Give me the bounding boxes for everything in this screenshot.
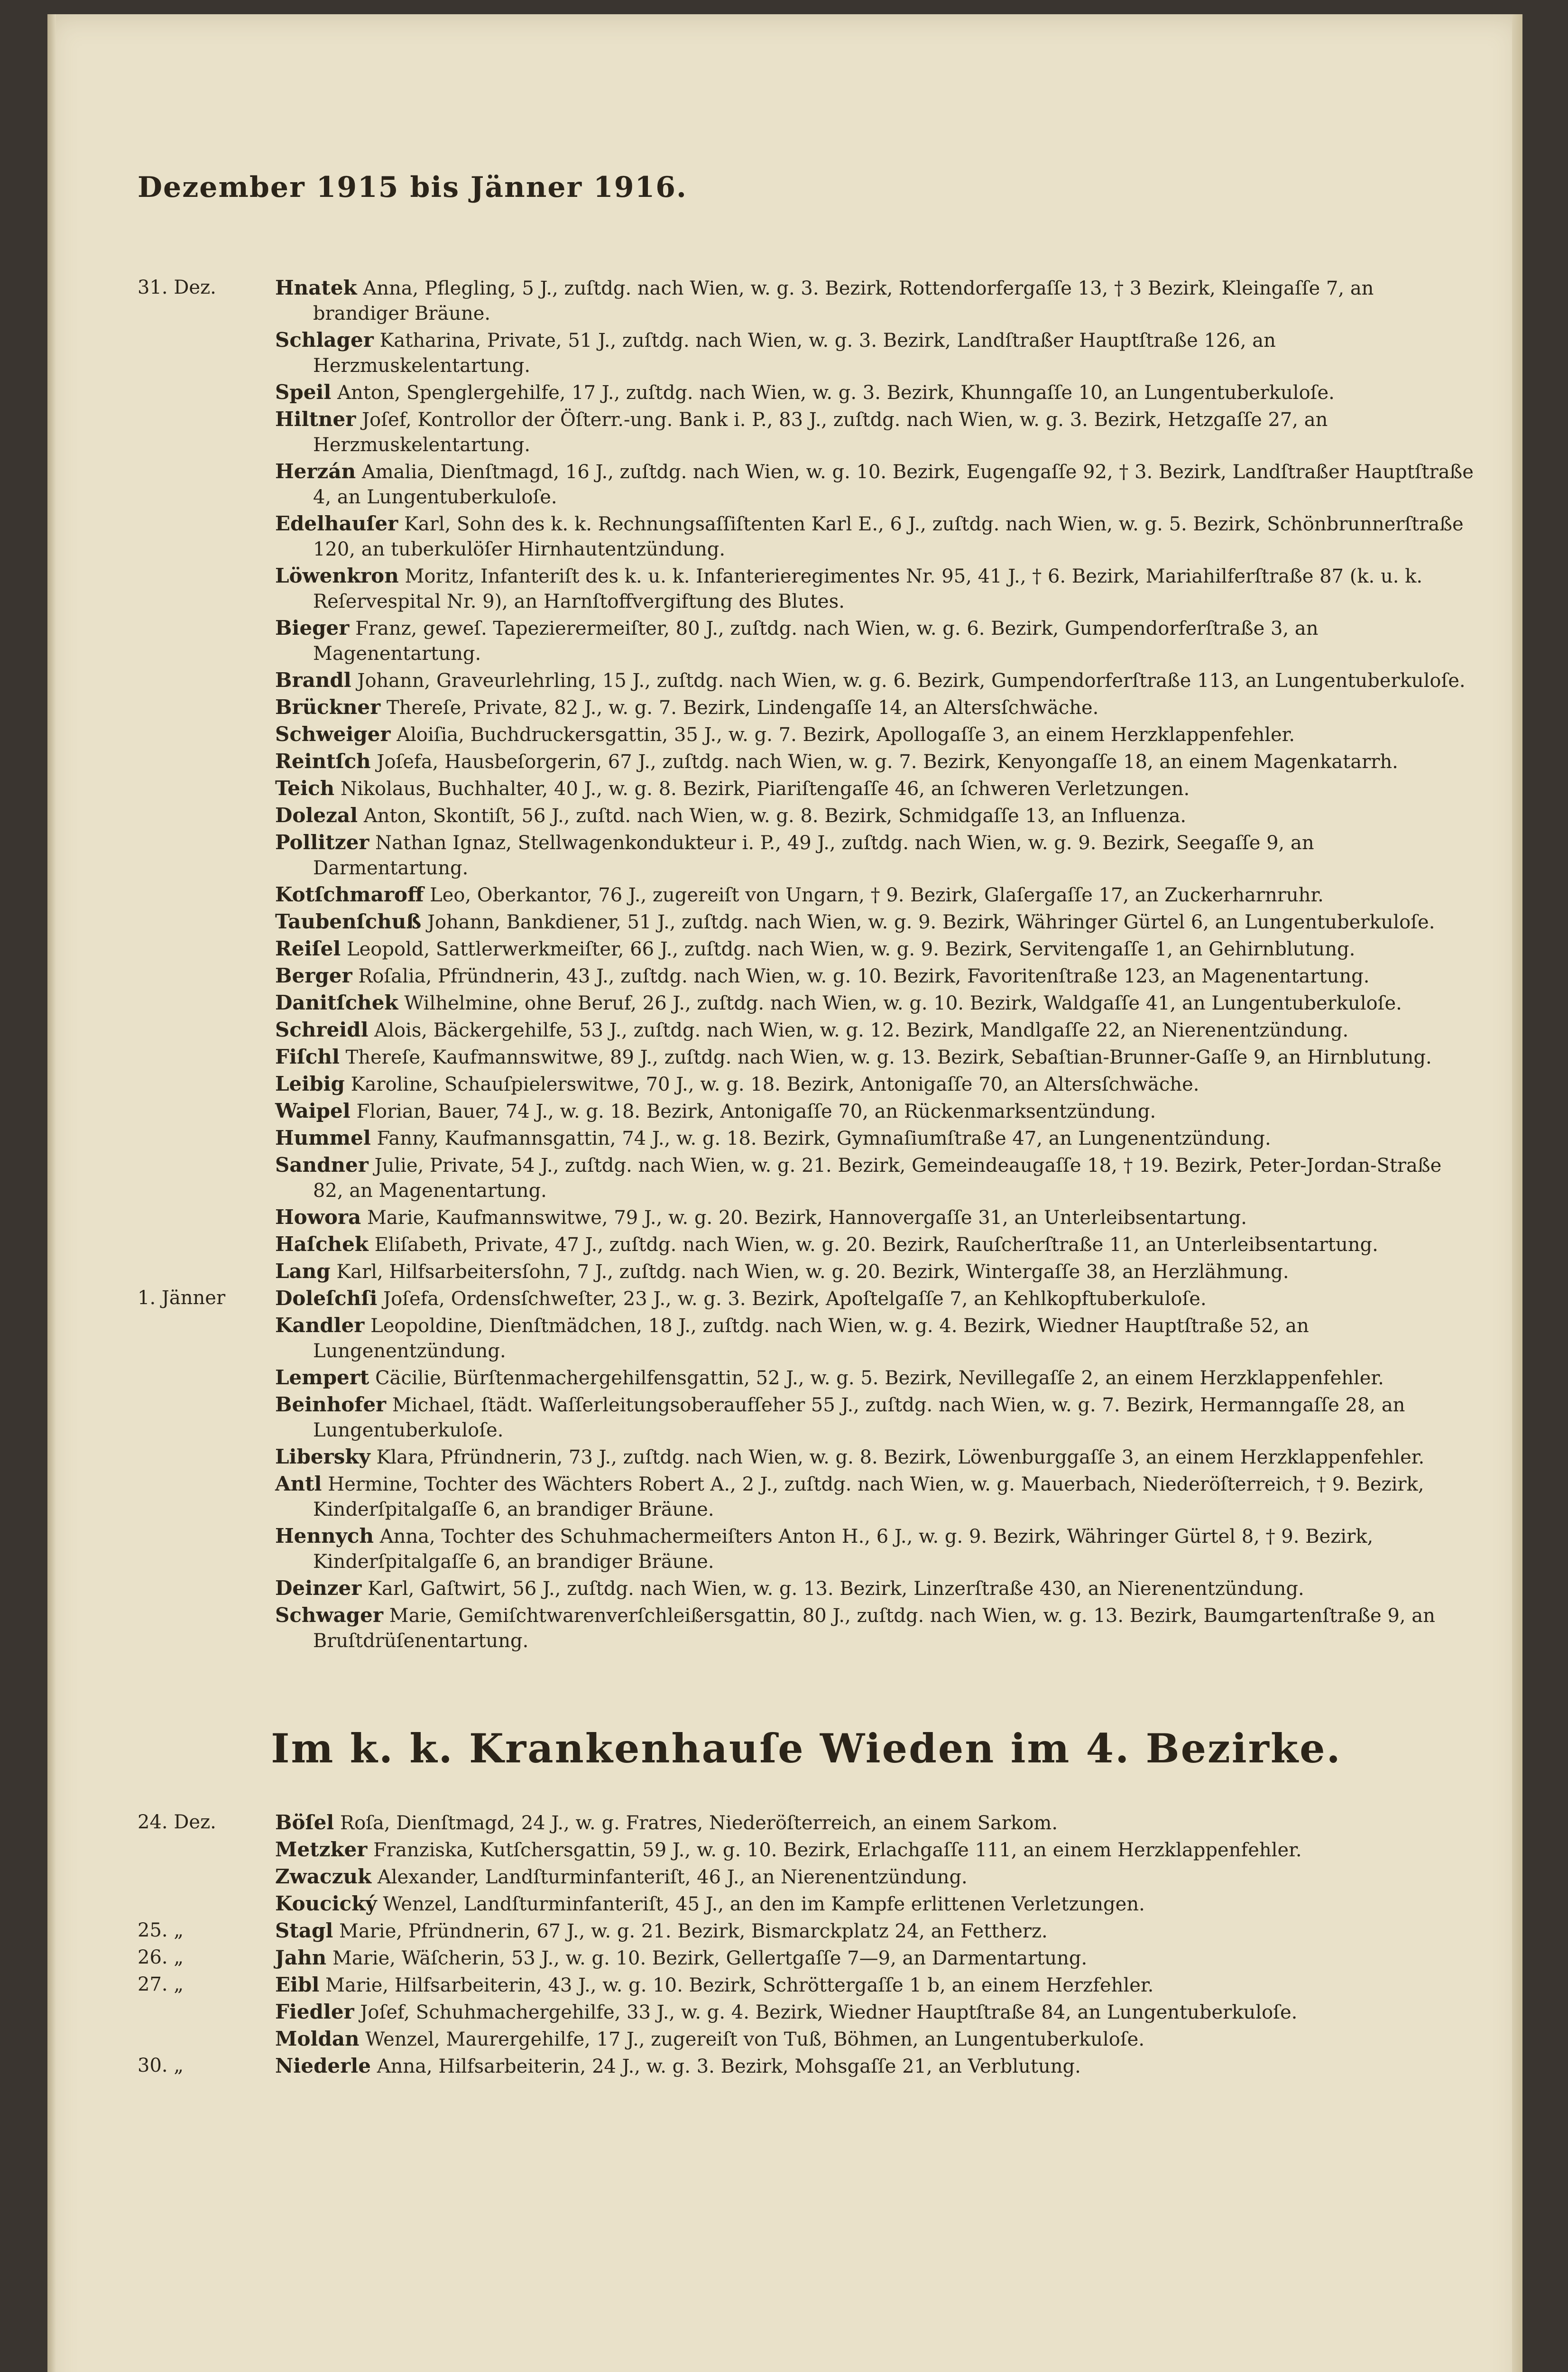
register-entry xyxy=(138,1392,1475,1443)
entry-text xyxy=(275,830,1475,881)
entry-text xyxy=(275,459,1475,510)
entry-text xyxy=(275,2026,1475,2052)
entry-surname: Antl xyxy=(275,1472,322,1495)
entry-date: 25. „ xyxy=(138,1919,184,1941)
entry-details: Joſefa, Hausbeſorgerin, 67 J., zuſtdg. nach Wien, w. g. 7. Bezirk, Kenyongaſſe 18, an einem Magenkatarrh. xyxy=(377,751,1398,773)
entry-text xyxy=(275,1017,1475,1043)
entry-details: Wenzel, Landſturminfanteriſt, 45 J., an den im Kampfe erlittenen Verletzungen. xyxy=(383,1893,1145,1915)
register-entry xyxy=(138,2026,1475,2052)
entry-details: Marie, Wäſcherin, 53 J., w. g. 10. Bezirk, Gellertgaſſe 7—9, an Darmentartung. xyxy=(332,1947,1088,1969)
entry-text xyxy=(275,1444,1475,1470)
entry-text xyxy=(275,882,1475,908)
entry-surname: Howora xyxy=(275,1205,361,1229)
register-entry xyxy=(138,909,1475,935)
entry-date: 30. „ xyxy=(138,2055,184,2076)
register-entry xyxy=(138,563,1475,614)
entry-text xyxy=(275,667,1475,694)
entry-details: Franz, geweſ. Tapezierermeiſter, 80 J., zuſtdg. nach Wien, w. g. 6. Bezirk, Gumpendorferſtraße 3, an Magenentartung. xyxy=(313,618,1319,665)
entry-text xyxy=(275,615,1475,667)
entry-details: Leopoldine, Dienſtmädchen, 18 J., zuſtdg. nach Wien, w. g. 4. Bezirk, Wiedner Hauptſtraße 52, an Lungenentzündung. xyxy=(313,1315,1309,1362)
entry-surname: Berger xyxy=(275,964,352,987)
entry-details: Anton, Skontiſt, 56 J., zuſtd. nach Wien, w. g. 8. Bezirk, Schmidgaſſe 13, an Influenza. xyxy=(363,805,1187,827)
register-entry xyxy=(138,1945,1475,1971)
entry-text xyxy=(275,1392,1475,1443)
entry-surname: Herzán xyxy=(275,460,356,483)
section-heading: Im k. k. Krankenhauſe Wieden im 4. Bezirke. xyxy=(271,1725,1342,1772)
entry-text xyxy=(275,909,1475,935)
register-entry xyxy=(138,803,1475,829)
register-entry xyxy=(138,695,1475,721)
entry-surname: Moldan xyxy=(275,2027,360,2050)
entry-surname: Waipel xyxy=(275,1099,350,1122)
entry-surname: Hnatek xyxy=(275,276,357,299)
entry-details: Michael, ſtädt. Waſſerleitungsoberaufſeher 55 J., zuſtdg. nach Wien, w. g. 7. Bezirk, Hermanngaſſe 28, an Lungentuberkuloſe. xyxy=(313,1394,1405,1441)
entry-surname: Hennych xyxy=(275,1524,374,1547)
entry-details: Alexander, Landſturminfanteriſt, 46 J., an Nierenentzündung. xyxy=(377,1866,968,1888)
entry-text xyxy=(275,776,1475,802)
register-entry xyxy=(138,882,1475,908)
entry-text xyxy=(275,1918,1475,1944)
entry-details: Roſalia, Pfründnerin, 43 J., zuſtdg. nach Wien, w. g. 10. Bezirk, Favoritenſtraße 123, an Magenentartung. xyxy=(358,965,1370,987)
entry-surname: Löwenkron xyxy=(275,564,399,587)
entry-surname: Edelhauſer xyxy=(275,512,398,535)
entry-text xyxy=(275,936,1475,962)
register-entry xyxy=(138,511,1475,562)
entry-date: 26. „ xyxy=(138,1946,184,1968)
entry-date: 24. Dez. xyxy=(138,1811,216,1833)
entry-text xyxy=(275,990,1475,1016)
entry-details: Moritz, Infanteriſt des k. u. k. Infanterieregimentes Nr. 95, 41 J., † 6. Bezirk, Mariahilferſtraße 87 (k. u. k. Reſervespital Nr. 9), an Harnſtoffvergiftung des Blutes. xyxy=(313,565,1423,612)
entry-text xyxy=(275,1837,1475,1863)
entry-surname: Niederle xyxy=(275,2054,371,2077)
entry-text xyxy=(275,407,1475,458)
entry-surname: Sandner xyxy=(275,1153,369,1177)
death-register-list xyxy=(138,275,1475,1654)
entry-surname: Brandl xyxy=(275,668,351,692)
entry-text xyxy=(275,1523,1475,1575)
entry-details: Julie, Private, 54 J., zuſtdg. nach Wien, w. g. 21. Bezirk, Gemeindeaugaſſe 18, † 19. Bezirk, Peter-Jordan-Straße 82, an Magenentartung. xyxy=(313,1155,1442,1202)
entry-details: Florian, Bauer, 74 J., w. g. 18. Bezirk, Antonigaſſe 70, an Rückenmarksentzündung. xyxy=(356,1101,1156,1122)
entry-text xyxy=(275,749,1475,775)
entry-text xyxy=(275,1044,1475,1070)
register-entry xyxy=(138,1071,1475,1097)
entry-details: Anna, Hilfsarbeiterin, 24 J., w. g. 3. Bezirk, Mohsgaſſe 21, an Verblutung. xyxy=(377,2056,1081,2077)
entry-surname: Koucický xyxy=(275,1892,377,1915)
entry-text xyxy=(275,1891,1475,1917)
page-heading: Dezember 1915 bis Jänner 1916. xyxy=(138,171,687,204)
entry-surname: Deinzer xyxy=(275,1576,362,1600)
register-entry xyxy=(138,615,1475,667)
entry-date: 27. „ xyxy=(138,1974,184,1995)
entry-text xyxy=(275,327,1475,379)
page-edge-left xyxy=(47,14,56,2372)
entry-surname: Reiſel xyxy=(275,937,341,960)
entry-surname: Bieger xyxy=(275,616,350,639)
entry-details: Marie, Kaufmannswitwe, 79 J., w. g. 20. Bezirk, Hannovergaſſe 31, an Unterleibsentartung. xyxy=(367,1207,1247,1229)
entry-surname: Taubenſchuß xyxy=(275,910,422,933)
register-entry xyxy=(138,1999,1475,2025)
entry-details: Joſef, Schuhmachergehilfe, 33 J., w. g. 4. Bezirk, Wiedner Hauptſtraße 84, an Lungentuberkuloſe. xyxy=(360,2001,1298,2023)
register-entry xyxy=(138,2053,1475,2079)
register-entry xyxy=(138,275,1475,326)
entry-details: Nikolaus, Buchhalter, 40 J., w. g. 8. Bezirk, Piariſtengaſſe 46, an ſchweren Verletzungen. xyxy=(340,778,1190,800)
entry-surname: Libersky xyxy=(275,1445,370,1468)
entry-details: Anton, Spenglergehilfe, 17 J., zuſtdg. nach Wien, w. g. 3. Bezirk, Khunngaſſe 10, an Lungentuberkuloſe. xyxy=(337,382,1335,404)
entry-details: Aloiſia, Buchdruckersgattin, 35 J., w. g. 7. Bezirk, Apollogaſſe 3, an einem Herzklappenfehler. xyxy=(397,724,1295,746)
entry-details: Eliſabeth, Private, 47 J., zuſtdg. nach Wien, w. g. 20. Bezirk, Rauſcherſtraße 11, an Unterleibsentartung. xyxy=(374,1234,1378,1256)
entry-text xyxy=(275,1232,1475,1258)
entry-surname: Kandler xyxy=(275,1314,365,1337)
register-entry xyxy=(138,1810,1475,1836)
entry-surname: Lang xyxy=(275,1260,331,1283)
entry-details: Johann, Bankdiener, 51 J., zuſtdg. nach Wien, w. g. 9. Bezirk, Währinger Gürtel 6, an Lungentuberkuloſe. xyxy=(427,911,1435,933)
entry-details: Katharina, Private, 51 J., zuſtdg. nach Wien, w. g. 3. Bezirk, Landſtraßer Hauptſtraße 126, an Herzmuskelentartung. xyxy=(313,330,1276,377)
register-entry xyxy=(138,963,1475,989)
entry-surname: Teich xyxy=(275,777,335,800)
entry-text xyxy=(275,1603,1475,1654)
entry-text xyxy=(275,1365,1475,1391)
entry-surname: Danitſchek xyxy=(275,991,398,1014)
entry-details: Wilhelmine, ohne Beruf, 26 J., zuſtdg. nach Wien, w. g. 10. Bezirk, Waldgaſſe 41, an Lungentuberkuloſe. xyxy=(404,992,1402,1014)
register-entry xyxy=(138,1603,1475,1654)
entry-details: Fanny, Kaufmannsgattin, 74 J., w. g. 18. Bezirk, Gymnaſiumſtraße 47, an Lungenentzündung. xyxy=(377,1128,1271,1149)
register-entry xyxy=(138,1523,1475,1575)
register-entry xyxy=(138,1286,1475,1312)
entry-surname: Speil xyxy=(275,380,332,404)
register-entry xyxy=(138,380,1475,406)
entry-details: Wenzel, Maurergehilfe, 17 J., zugereiſt von Tuß, Böhmen, an Lungentuberkuloſe. xyxy=(365,2029,1145,2050)
entry-surname: Pollitzer xyxy=(275,831,369,854)
entry-details: Anna, Tochter des Schuhmachermeiſters Anton H., 6 J., w. g. 9. Bezirk, Währinger Gürtel 8, † 9. Bezirk, Kinderſpitalgaſſe 6, an brandiger Bräune. xyxy=(313,1526,1374,1573)
register-entry xyxy=(138,407,1475,458)
entry-details: Franziska, Kutſchersgattin, 59 J., w. g. 10. Bezirk, Erlachgaſſe 111, an einem Herzklappenfehler. xyxy=(373,1839,1302,1861)
register-entry xyxy=(138,776,1475,802)
register-entry xyxy=(138,327,1475,379)
entry-text xyxy=(275,1205,1475,1231)
entry-surname: Beinhofer xyxy=(275,1393,387,1416)
register-entry xyxy=(138,1017,1475,1043)
entry-details: Joſefa, Ordensſchweſter, 23 J., w. g. 3. Bezirk, Apoſtelgaſſe 7, an Kehlkopftuberkuloſe. xyxy=(383,1288,1207,1310)
entry-details: Cäcilie, Bürſtenmachergehilfensgattin, 52 J., w. g. 5. Bezirk, Nevillegaſſe 2, an einem Herzklappenfehler. xyxy=(375,1367,1384,1389)
register-entry xyxy=(138,1205,1475,1231)
entry-surname: Hiltner xyxy=(275,408,356,431)
register-entry xyxy=(138,1152,1475,1204)
entry-text xyxy=(275,1071,1475,1097)
entry-details: Leo, Oberkantor, 76 J., zugereiſt von Ungarn, † 9. Bezirk, Glaſergaſſe 17, an Zuckerharnruhr. xyxy=(430,884,1324,906)
entry-date: 31. Dez. xyxy=(138,277,216,298)
entry-details: Marie, Gemiſchtwarenverſchleißersgattin, 80 J., zuſtdg. nach Wien, w. g. 13. Bezirk, Baumgartenſtraße 9, an Bruſtdrüſenentartung. xyxy=(313,1605,1435,1652)
entry-surname: Zwaczuk xyxy=(275,1865,372,1888)
register-entry xyxy=(138,1864,1475,1890)
register-entry xyxy=(138,1125,1475,1151)
register-entry xyxy=(138,1918,1475,1944)
entry-text xyxy=(275,1125,1475,1151)
entry-text xyxy=(275,1286,1475,1312)
entry-surname: Schlager xyxy=(275,328,374,352)
entry-surname: Fiedler xyxy=(275,2000,354,2023)
entry-surname: Schwager xyxy=(275,1603,384,1627)
entry-surname: Haſchek xyxy=(275,1232,369,1256)
page-content xyxy=(138,171,1475,2079)
register-entry xyxy=(138,830,1475,881)
entry-surname: Reintſch xyxy=(275,750,371,773)
page-edge-right xyxy=(1512,14,1522,2372)
register-entry xyxy=(138,1891,1475,1917)
entry-details: Nathan Ignaz, Stellwagenkondukteur i. P., 49 J., zuſtdg. nach Wien, w. g. 9. Bezirk, Seegaſſe 9, an Darmentartung. xyxy=(313,832,1314,879)
register-entry xyxy=(138,1444,1475,1470)
hospital-register-list xyxy=(138,1810,1475,2079)
entry-details: Anna, Pflegling, 5 J., zuſtdg. nach Wien, w. g. 3. Bezirk, Rottendorfergaſſe 13, † 3 Bezirk, Kleingaſſe 7, an brandiger Bräune. xyxy=(313,278,1374,324)
entry-surname: Brückner xyxy=(275,695,381,719)
entry-text xyxy=(275,1471,1475,1522)
entry-details: Johann, Graveurlehrling, 15 J., zuſtdg. nach Wien, w. g. 6. Bezirk, Gumpendorferſtraße 113, an Lungentuberkuloſe. xyxy=(357,670,1466,692)
entry-text xyxy=(275,695,1475,721)
entry-details: Roſa, Dienſtmagd, 24 J., w. g. Fratres, Niederöſterreich, an einem Sarkom. xyxy=(340,1812,1058,1834)
register-entry xyxy=(138,667,1475,694)
entry-text xyxy=(275,963,1475,989)
entry-details: Alois, Bäckergehilfe, 53 J., zuſtdg. nach Wien, w. g. 12. Bezirk, Mandlgaſſe 22, an Nierenentzündung. xyxy=(374,1019,1349,1041)
entry-text xyxy=(275,1864,1475,1890)
entry-surname: Böſel xyxy=(275,1811,334,1834)
entry-surname: Kotſchmaroff xyxy=(275,883,424,906)
entry-details: Marie, Pfründnerin, 67 J., w. g. 21. Bezirk, Bismarckplatz 24, an Fettherz. xyxy=(339,1920,1048,1942)
entry-text xyxy=(275,1972,1475,1998)
entry-text xyxy=(275,1945,1475,1971)
entry-surname: Schweiger xyxy=(275,723,391,746)
entry-date: 1. Jänner xyxy=(138,1287,226,1309)
entry-text xyxy=(275,1575,1475,1602)
entry-surname: Hummel xyxy=(275,1126,371,1149)
entry-details: Klara, Pfründnerin, 73 J., zuſtdg. nach Wien, w. g. 8. Bezirk, Löwenburggaſſe 3, an einem Herzklappenfehler. xyxy=(376,1446,1425,1468)
entry-details: Karl, Hilfsarbeitersſohn, 7 J., zuſtdg. nach Wien, w. g. 20. Bezirk, Wintergaſſe 38, an Herzlähmung. xyxy=(336,1261,1289,1283)
register-entry xyxy=(138,936,1475,962)
entry-text xyxy=(275,1152,1475,1204)
entry-details: Hermine, Tochter des Wächters Robert A., 2 J., zuſtdg. nach Wien, w. g. Mauerbach, Niederöſterreich, † 9. Bezirk, Kinderſpitalgaſſe 6, an brandiger Bräune. xyxy=(313,1473,1424,1520)
entry-details: Joſef, Kontrollor der Öſterr.-ung. Bank i. P., 83 J., zuſtdg. nach Wien, w. g. 3. Bezirk, Hetzgaſſe 27, an Herzmuskelentartung. xyxy=(313,409,1328,456)
entry-text xyxy=(275,380,1475,406)
entry-details: Leopold, Sattlerwerkmeiſter, 66 J., zuſtdg. nach Wien, w. g. 9. Bezirk, Servitengaſſe 1, an Gehirnblutung. xyxy=(347,938,1356,960)
entry-text xyxy=(275,1810,1475,1836)
entry-details: Thereſe, Private, 82 J., w. g. 7. Bezirk, Lindengaſſe 14, an Altersſchwäche. xyxy=(386,697,1099,719)
entry-details: Amalia, Dienſtmagd, 16 J., zuſtdg. nach Wien, w. g. 10. Bezirk, Eugengaſſe 92, † 3. Bezirk, Landſtraßer Hauptſtraße 4, an Lungentuberkuloſe. xyxy=(313,461,1474,508)
register-entry xyxy=(138,459,1475,510)
entry-surname: Fiſchl xyxy=(275,1045,340,1068)
entry-text xyxy=(275,1999,1475,2025)
entry-surname: Leibig xyxy=(275,1072,345,1095)
entry-surname: Stagl xyxy=(275,1919,333,1942)
entry-text xyxy=(275,563,1475,614)
register-entry xyxy=(138,1313,1475,1364)
entry-details: Karoline, Schauſpielerswitwe, 70 J., w. g. 18. Bezirk, Antonigaſſe 70, an Altersſchwäche. xyxy=(350,1074,1199,1095)
register-entry xyxy=(138,749,1475,775)
register-entry xyxy=(138,1259,1475,1285)
entry-text xyxy=(275,803,1475,829)
register-entry xyxy=(138,1365,1475,1391)
entry-surname: Eibl xyxy=(275,1973,320,1996)
entry-surname: Metzker xyxy=(275,1838,368,1861)
register-entry xyxy=(138,1098,1475,1124)
register-entry xyxy=(138,1471,1475,1522)
register-entry xyxy=(138,1575,1475,1602)
register-entry xyxy=(138,722,1475,748)
register-entry xyxy=(138,990,1475,1016)
entry-text xyxy=(275,2053,1475,2079)
entry-details: Thereſe, Kaufmannswitwe, 89 J., zuſtdg. nach Wien, w. g. 13. Bezirk, Sebaſtian-Brunner-Gaſſe 9, an Hirnblutung. xyxy=(345,1047,1432,1068)
register-entry xyxy=(138,1044,1475,1070)
entry-text xyxy=(275,1313,1475,1364)
entry-details: Karl, Gaſtwirt, 56 J., zuſtdg. nach Wien, w. g. 13. Bezirk, Linzerſtraße 430, an Nierenentzündung. xyxy=(368,1578,1304,1600)
entry-surname: Schreidl xyxy=(275,1018,369,1041)
entry-details: Karl, Sohn des k. k. Rechnungsaſſiſtenten Karl E., 6 J., zuſtdg. nach Wien, w. g. 5. Bezirk, Schönbrunnerſtraße 120, an tuberkulöſer Hirnhautentzündung. xyxy=(313,513,1464,560)
document-page xyxy=(47,14,1522,2372)
entry-text xyxy=(275,275,1475,326)
entry-surname: Lempert xyxy=(275,1366,369,1389)
entry-details: Marie, Hilfsarbeiterin, 43 J., w. g. 10. Bezirk, Schröttergaſſe 1 b, an einem Herzfehler. xyxy=(325,1974,1154,1996)
register-entry xyxy=(138,1837,1475,1863)
entry-text xyxy=(275,1259,1475,1285)
entry-text xyxy=(275,511,1475,562)
entry-text xyxy=(275,1098,1475,1124)
entry-surname: Doleſchſi xyxy=(275,1287,378,1310)
entry-surname: Dolezal xyxy=(275,804,358,827)
register-entry xyxy=(138,1972,1475,1998)
entry-surname: Jahn xyxy=(275,1946,327,1969)
register-entry xyxy=(138,1232,1475,1258)
entry-text xyxy=(275,722,1475,748)
